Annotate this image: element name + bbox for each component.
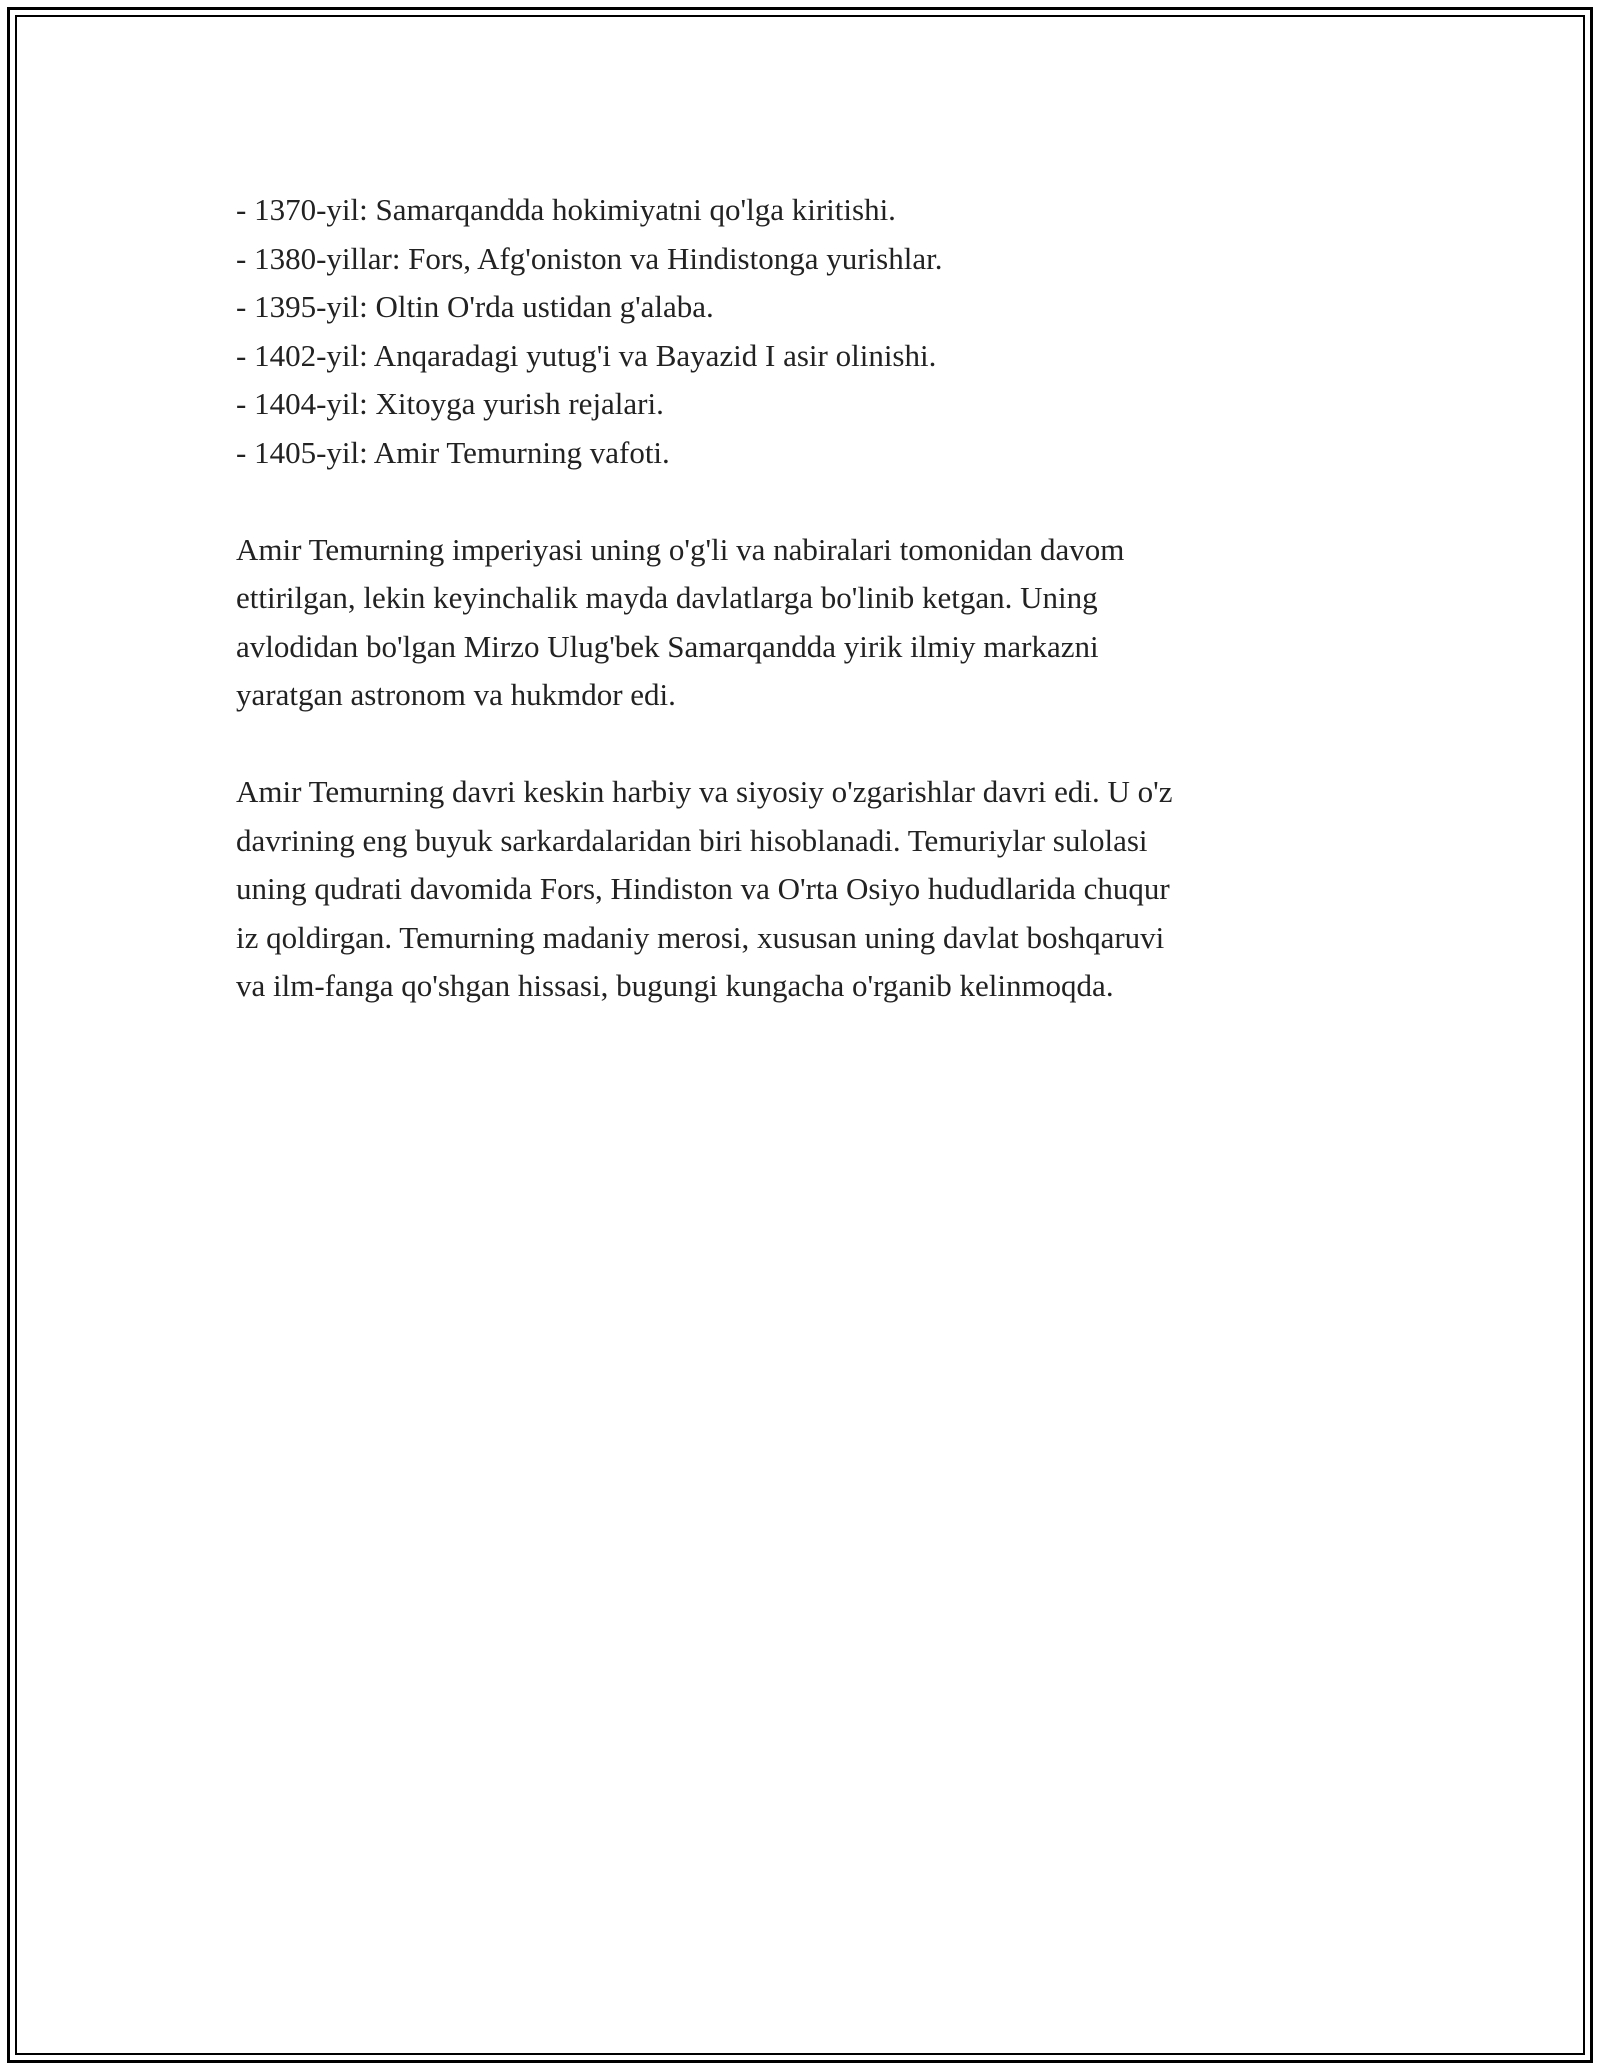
paragraph-line: Amir Temurning imperiyasi uning o'g'li va nabiralari tomonidan davom	[236, 531, 1125, 567]
paragraph-empire-legacy	[236, 526, 1376, 720]
timeline-item: - 1405-yil: Amir Temurning vafoti.	[236, 434, 670, 470]
timeline-item: - 1370-yil: Samarqandda hokimiyatni qo'lga kiritishi.	[236, 192, 896, 227]
timeline-item: - 1404-yil: Xitoyga yurish rejalari.	[236, 386, 664, 421]
timeline-item: - 1380-yillar: Fors, Afg'oniston va Hindistonga yurishlar.	[236, 240, 943, 276]
paragraph-line: uning qudrati davomida Fors, Hindiston va O'rta Osiyo hududlarida chuqur	[236, 871, 1170, 906]
paragraph-line: davrining eng buyuk sarkardalaridan biri hisoblanadi. Temuriylar sulolasi	[236, 822, 1148, 858]
paragraph-line: yaratgan astronom va hukmdor edi.	[236, 677, 676, 712]
paragraph-era-summary	[236, 768, 1376, 1011]
paragraph-line: avlodidan bo'lgan Mirzo Ulug'bek Samarqandda yirik ilmiy markazni	[236, 628, 1099, 664]
timeline-list	[236, 186, 1376, 477]
paragraph-line: iz qoldirgan. Temurning madaniy merosi, xususan uning davlat boshqaruvi	[236, 919, 1165, 955]
paragraph-line: Amir Temurning davri keskin harbiy va siyosiy o'zgarishlar davri edi. U o'z	[236, 774, 1173, 809]
timeline-item: - 1395-yil: Oltin O'rda ustidan g'alaba.	[236, 289, 714, 324]
timeline-item: - 1402-yil: Anqaradagi yutug'i va Bayazid I asir olinishi.	[236, 337, 937, 373]
paragraph-line: ettirilgan, lekin keyinchalik mayda davlatlarga bo'linib ketgan. Uning	[236, 580, 1098, 615]
document-body	[236, 186, 1376, 1011]
paragraph-line: va ilm-fanga qo'shgan hissasi, bugungi kungacha o'rganib kelinmoqda.	[236, 968, 1114, 1003]
